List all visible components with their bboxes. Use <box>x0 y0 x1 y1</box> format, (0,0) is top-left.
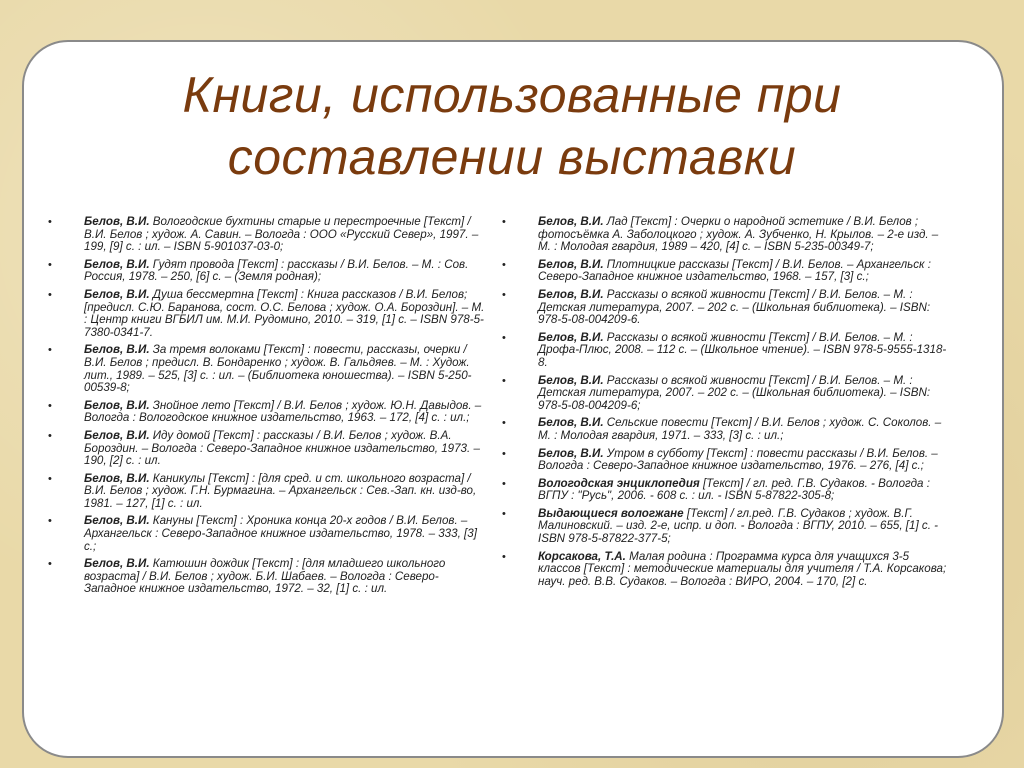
bullet-icon: • <box>48 429 52 442</box>
bullet-icon: • <box>502 477 506 490</box>
bibliography-entry <box>502 448 950 473</box>
bibliography-entry <box>48 216 486 254</box>
bullet-icon: • <box>48 344 52 357</box>
bibliography-entry <box>48 430 486 468</box>
page-title <box>0 64 1024 188</box>
entry-author: Выдающиеся вологжане <box>538 506 684 520</box>
bibliography-right-column <box>502 216 950 593</box>
bullet-icon: • <box>48 515 52 528</box>
entry-text: Вологодские бухтины старые и перестроечные [Текст] / В.И. Белов ; худож. А. Савин. – Вологда : ООО «Русский Север», 1997. – 199, [9] с. : ил. – ISBN 5-901037-03-0; <box>84 215 479 254</box>
bullet-icon: • <box>48 558 52 571</box>
bullet-icon: • <box>48 288 52 301</box>
bullet-icon: • <box>502 216 506 228</box>
bullet-icon: • <box>502 288 506 301</box>
entry-author: Белов, В.И. <box>84 471 150 485</box>
entry-author: Белов, В.И. <box>84 514 150 528</box>
title-line-2: составлении выставки <box>227 129 797 185</box>
bullet-icon: • <box>502 374 506 387</box>
entry-author: Корсакова, Т.А. <box>538 549 626 563</box>
bibliography-entry <box>502 332 950 370</box>
entry-author: Белов, В.И. <box>538 373 604 387</box>
entry-text: За тремя волоками [Текст] : повести, рассказы, очерки / В.И. Белов ; предисл. В. Бондаренко ; худож. В. Гальдяев. – М. : Худож. лит., 1989. – 525, [3] с. : ил. – (Библиотека юношества). – ISBN 5-250-00539-8; <box>84 343 472 395</box>
bullet-icon: • <box>502 447 506 460</box>
bullet-icon: • <box>502 507 506 520</box>
entry-text: Малая родина : Программа курса для учащихся 3-5 классов [Текст] : методические материалы для учителя / Т.А. Корсакова; науч. ред. В.В. Судаков. – Вологда : ВИРО, 2004. – 170, [2] с. <box>538 549 947 588</box>
bullet-icon: • <box>48 258 52 271</box>
entry-author: Белов, В.И. <box>84 428 150 442</box>
entry-text: Катюшин дождик [Текст] : [для младшего школьного возраста] / В.И. Белов ; худож. Б.И. Шабаев. – Вологда : Северо-Западное книжное издательство, 1972. – 32, [1] с. : ил. <box>84 557 446 596</box>
bibliography-entry <box>48 400 486 425</box>
bibliography-entry <box>48 515 486 553</box>
entry-text: Знойное лето [Текст] / В.И. Белов ; худож. Ю.Н. Давыдов. – Вологда : Вологодское книжное издательство, 1963. – 172, [4] с. : ил.; <box>84 398 482 425</box>
entry-text: Кануны [Текст] : Хроника конца 20-х годов / В.И. Белов. – Архангельск : Северо-Западное книжное издательство, 1978. – 333, [3] с.; <box>84 514 477 553</box>
bibliography-entry <box>48 473 486 511</box>
bullet-icon: • <box>502 258 506 271</box>
entry-text: Утром в субботу [Текст] : повести рассказы / В.И. Белов. – Вологда : Северо-Западное книжное издательство, 1976. – 276, [4] с.; <box>538 446 938 473</box>
bullet-icon: • <box>502 331 506 344</box>
bibliography-entry <box>48 259 486 284</box>
bullet-icon: • <box>502 550 506 563</box>
entry-author: Белов, В.И. <box>84 557 150 571</box>
entry-text: Лад [Текст] : Очерки о народной эстетике / В.И. Белов ; фотосъёмка А. Заболоцкого ; худож. А. Зубченко, Н. Крылов. – 2-е изд. – М. : Молодая гвардия, 1989 – 420, [4] с. – ISBN 5-235-00349-7; <box>538 215 939 254</box>
bibliography-entry <box>502 551 950 589</box>
bibliography-left-column <box>48 216 486 601</box>
entry-author: Вологодская энциклопедия <box>538 476 700 490</box>
bibliography-entry <box>502 417 950 442</box>
entry-author: Белов, В.И. <box>538 330 604 344</box>
entry-author: Белов, В.И. <box>538 215 604 228</box>
title-line-1: Книги, использованные при <box>182 67 842 123</box>
bibliography-entry <box>502 289 950 327</box>
entry-author: Белов, В.И. <box>538 257 604 271</box>
entry-text: Иду домой [Текст] : рассказы / В.И. Белов ; худож. В.А. Бороздин. – Вологда : Северо-Западное книжное издательство, 1973. – 190, [2] с. : ил. <box>84 428 480 468</box>
entry-text: Рассказы о всякой живности [Текст] / В.И. Белов. – М. : Детская литература, 2007. – 202 с. – (Школьная библиотека). – ISBN: 978-5-08-004209-6. <box>538 287 931 327</box>
entry-text: [Текст] / гл. ред. Г.В. Судаков. - Вологда : ВГПУ : "Русь", 2006. - 608 с. : ил. - ISBN 5-87822-305-8; <box>538 476 930 503</box>
entry-text: [Текст] / гл.ред. Г.В. Судаков ; худож. В.Г. Малиновский. – изд. 2-е, испр. и доп. - Вологда : ВГПУ, 2010. – 655, [1] с. - ISBN 978-5-87822-377-5; <box>538 506 939 546</box>
entry-author: Белов, В.И. <box>84 215 150 228</box>
entry-author: Белов, В.И. <box>538 416 604 430</box>
bibliography-entry <box>502 216 950 254</box>
entry-text: Рассказы о всякой живности [Текст] / В.И. Белов. – М. : Дрофа-Плюс, 2008. – 112 с. – (Школьное чтение). – ISBN 978-5-9555-1318-8. <box>538 330 947 369</box>
bibliography-entry <box>502 375 950 413</box>
entry-text: Плотницкие рассказы [Текст] / В.И. Белов. – Архангельск : Северо-Западное книжное издательство, 1968. – 157, [3] с.; <box>538 257 931 284</box>
entry-author: Белов, В.И. <box>84 398 150 412</box>
entry-text: Рассказы о всякой живности [Текст] / В.И. Белов. – М. : Детская литература, 2007. – 202 с. – (Школьная библиотека). – ISBN: 978-5-08-004209-6; <box>538 373 931 412</box>
entry-text: Душа бессмертна [Текст] : Книга рассказов / В.И. Белов; [предисл. С.Ю. Баранова, сост. О.С. Белова ; худож. О.А. Бороздин]. – М. : Центр книги ВГБИЛ им. М.И. Рудомино, 2010. – 319, [1] с. – ISBN 978-5-7380-0341-7. <box>84 287 485 339</box>
bibliography-entry <box>502 259 950 284</box>
bullet-icon: • <box>48 216 52 228</box>
bullet-icon: • <box>48 399 52 412</box>
bibliography-entry <box>502 478 950 503</box>
bibliography-entry <box>48 558 486 596</box>
bibliography-entry <box>48 344 486 394</box>
entry-text: Сельские повести [Текст] / В.И. Белов ; худож. С. Соколов. – М. : Молодая гвардия, 1971. – 333, [3] с. : ил.; <box>538 416 942 442</box>
bullet-icon: • <box>502 417 506 430</box>
entry-text: Гудят провода [Текст] : рассказы / В.И. Белов. – М. : Сов. Россия, 1978. – 250, [6] с. – (Земля родная); <box>84 257 469 284</box>
entry-author: Белов, В.И. <box>84 287 150 301</box>
entry-author: Белов, В.И. <box>84 343 150 357</box>
bibliography-entry <box>502 508 950 546</box>
entry-author: Белов, В.И. <box>84 257 150 271</box>
entry-text: Каникулы [Текст] : [для сред. и ст. школьного возраста] / В.И. Белов ; худож. Г.Н. Бурмагина. – Архангельск : Сев.-Зап. кн. изд-во, 1981. – 127, [1] с. : ил. <box>84 471 477 510</box>
entry-author: Белов, В.И. <box>538 446 604 460</box>
bullet-icon: • <box>48 472 52 485</box>
entry-author: Белов, В.И. <box>538 287 604 301</box>
bibliography-entry <box>48 289 486 339</box>
